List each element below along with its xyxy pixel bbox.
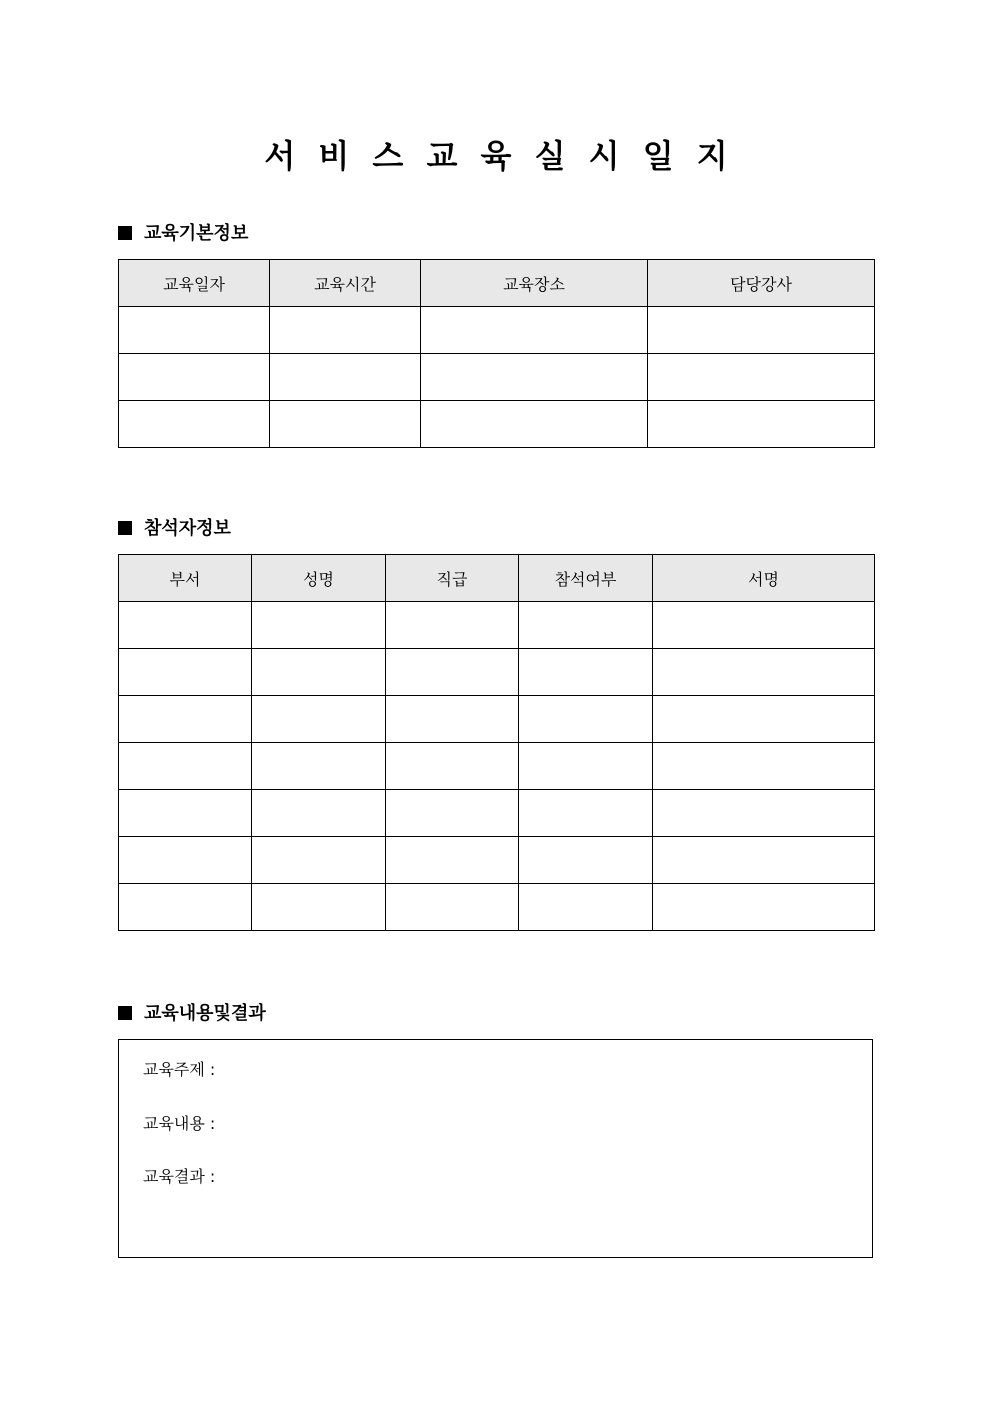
table-cell[interactable] [252,837,386,884]
table-cell[interactable] [653,602,875,649]
square-bullet-icon [118,1006,132,1020]
table-cell[interactable] [653,696,875,743]
table-cell[interactable] [119,790,252,837]
table-cell[interactable] [421,401,648,448]
table-cell[interactable] [119,354,270,401]
table-cell[interactable] [252,743,386,790]
attendee-table [118,554,875,931]
table-cell[interactable] [386,743,519,790]
section-heading-content-results [118,1001,266,1027]
section-heading-attendee-info [118,516,231,542]
topic-label: 교육주제 : [143,1060,216,1079]
table-cell[interactable] [519,837,653,884]
table-cell[interactable] [519,743,653,790]
table-row [119,401,875,448]
table-cell[interactable] [519,649,653,696]
table-cell[interactable] [252,696,386,743]
section-heading-basic-info [118,221,248,247]
table-cell[interactable] [119,649,252,696]
table-cell[interactable] [386,696,519,743]
table-cell[interactable] [519,790,653,837]
column-header-name: 성명 [252,555,386,602]
table-cell[interactable] [386,649,519,696]
content-results-box[interactable] [118,1039,873,1258]
table-cell[interactable] [648,401,875,448]
square-bullet-icon [118,521,132,535]
table-row [119,884,875,931]
table-cell[interactable] [648,354,875,401]
table-cell[interactable] [119,602,252,649]
table-cell[interactable] [386,602,519,649]
table-cell[interactable] [648,307,875,354]
table-cell[interactable] [119,884,252,931]
table-row [119,649,875,696]
column-header-attendance: 참석여부 [519,555,653,602]
table-cell[interactable] [119,743,252,790]
table-header-row [119,555,875,602]
table-cell[interactable] [653,884,875,931]
table-row [119,743,875,790]
square-bullet-icon [118,226,132,240]
section-heading-label: 교육내용및결과 [144,1003,266,1024]
table-cell[interactable] [421,354,648,401]
table-cell[interactable] [653,649,875,696]
table-cell[interactable] [519,884,653,931]
result-label: 교육결과 : [143,1167,216,1186]
table-cell[interactable] [270,354,421,401]
column-header-date: 교육일자 [119,260,270,307]
table-cell[interactable] [270,401,421,448]
table-cell[interactable] [386,837,519,884]
table-cell[interactable] [119,401,270,448]
table-cell[interactable] [519,696,653,743]
table-header-row [119,260,875,307]
table-cell[interactable] [386,790,519,837]
table-cell[interactable] [252,884,386,931]
table-cell[interactable] [252,790,386,837]
basic-info-table [118,259,875,448]
table-cell[interactable] [252,649,386,696]
column-header-location: 교육장소 [421,260,648,307]
table-row [119,790,875,837]
table-cell[interactable] [252,602,386,649]
table-cell[interactable] [519,602,653,649]
column-header-signature: 서명 [653,555,875,602]
table-row [119,602,875,649]
table-cell[interactable] [653,743,875,790]
column-header-time: 교육시간 [270,260,421,307]
table-cell[interactable] [119,307,270,354]
table-row [119,696,875,743]
section-heading-label: 참석자정보 [144,518,231,539]
table-cell[interactable] [653,837,875,884]
table-row [119,307,875,354]
column-header-department: 부서 [119,555,252,602]
table-cell[interactable] [653,790,875,837]
table-cell[interactable] [119,696,252,743]
table-cell[interactable] [270,307,421,354]
table-cell[interactable] [119,837,252,884]
table-row [119,354,875,401]
column-header-position: 직급 [386,555,519,602]
table-cell[interactable] [386,884,519,931]
section-heading-label: 교육기본정보 [144,223,249,244]
column-header-instructor: 담당강사 [648,260,875,307]
content-label: 교육내용 : [143,1114,216,1133]
table-cell[interactable] [421,307,648,354]
table-row [119,837,875,884]
page-title: 서 비 스 교 육 실 시 일 지 [264,137,728,175]
